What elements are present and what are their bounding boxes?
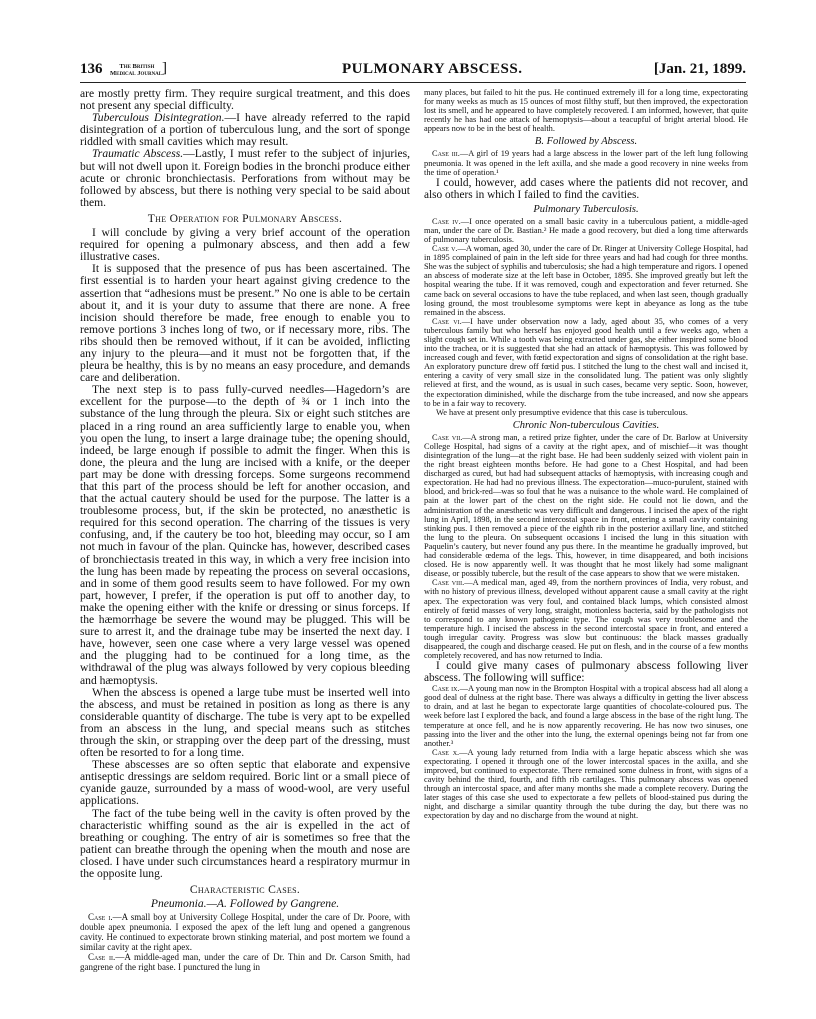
left-column — [80, 88, 410, 973]
paragraph: It is supposed that the presence of pus has been ascertained. The first essential is to harden your heart against giving credence to the assertion that “adhesions must be present.” No one is able to be certain about it, and it is your duty to assume that there are none. A free incision should therefore be made, free enough to enable you to remove portions 3 inches long of two, or if necessary more, ribs. The ribs should then be removed without, if it can be avoided, inflicting any injury to the pleura—and it must not be forgotten that, if the pleura be healthy, this is by no means an easy procedure, and demands care and deliberation. — [80, 262, 410, 385]
case-report — [424, 578, 748, 660]
case-text: —A strong man, a retired prize fighter, under the care of Dr. Barlow at University College Hospital, had signs of a cavity at the right apex, and of mischief—it was thought disintegration of the lung—at the right base. He had been suddenly seized with violent pain in the right breast eighteen months before. He had gone to a Chest Hospital, and had been discharged as cured, but had had subsequent attacks of hæmoptysis, with increasing cough and expectoration. He had had no previous illness. The expectoration—muco-purulent, stained with blood, and brick-red—was so foul that he was a nuisance to the whole ward. He complained of pain at the lower part of the chest on the right side. He could not lie down, and the administration of the anæsthetic was very difficult and dangerous. I incised the apex of the right lung in April, 1898, in the second intercostal space in front, entering a small cavity containing stinking pus. I then removed a piece of the eighth rib in the posterior axillary line, and stitched the lung to the pleura. On subsequent occasions I incised the lung in this situation with Paquelin’s cautery, but never found any pus there. In the meantime he gradually improved, but had considerable œdema of the legs. This, however, in time disappeared, and both incisions closed. He is now apparently well. It was thought that he most likely had some malignant disease, or possibly tubercle, but the result of the case appears to show that we were mistaken. — [424, 432, 748, 579]
case-report — [424, 748, 748, 821]
cases-heading: Characteristic Cases. — [189, 883, 301, 897]
subsection-heading: Pulmonary Tuberculosis. — [533, 203, 639, 215]
paragraph — [80, 148, 410, 208]
journal-name-line1: The British — [119, 63, 155, 70]
case-label: Case vii. — [432, 432, 463, 442]
case-text: —A girl of 19 years had a large abscess in the lower part of the left lung following pneumonia. It was opened in the left axilla, and she made a good recovery in nine weeks from the time of operation.¹ — [424, 149, 748, 177]
case-label: Case iii. — [432, 149, 460, 159]
case-report — [424, 433, 748, 579]
case-report — [424, 317, 748, 408]
case-label: Case i. — [88, 912, 113, 923]
case-text: —A medical man, aged 49, from the northern provinces of India, very robust, and with no history of previous illness, developed without apparent cause a small cavity at the right apex. The expectoration was very foul, and contained black lumps, which consisted almost entirely of fœtid masses of very long, straight, motionless bacteria, said by the pathologists not to correspond to any known pathogenic type. The cough was very troublesome and the temperature high. I incised the abscess in the second intercostal space in front, and entered a tough irregular cavity. Progress was slow but continuous: the black masses gradually disappeared, the cough and discharge ceased. He put on flesh, and in the course of a few months completely recovered, and has now returned to India. — [424, 578, 748, 661]
subsection-heading: Chronic Non-tuberculous Cavities. — [512, 419, 660, 431]
case-label: Case x. — [432, 747, 460, 757]
journal-bracket: ] — [162, 60, 167, 76]
case-report — [424, 217, 748, 244]
case-text: —I once operated on a small basic cavity in a tuberculous patient, a middle-aged man, under the care of Dr. Bastian.² He made a good recovery, but died a long time afterwards of pulmonary tuberculosis. — [424, 216, 748, 244]
paragraph: The next step is to pass fully-curved needles—Hagedorn’s are excellent for the purpose—to the depth of ¾ or 1 inch into the substance of the lung through the pleura. Six or eight such stitches are placed in a ring round an area sufficiently large to enable you, when you open the lung, to insert a large drainage tube; the opening should, indeed, be large enough if possible to admit the finger. When this is done, the pleura and the lung are incised with a knife, or the deeper part may be done with dressing forceps. Some surgeons recommend that this part of the process should be left for another occasion, and that the actual cautery should be used for the purpose. The latter is a troublesome process, but, if the skin be protected, no anæsthetic is required for this second operation. The charring of the tissues is very confusing, and, if the cautery be too hot, bleeding may occur, so I am not much in favour of the plan. Quincke has, however, described cases of bronchiectasis treated in this way, in which a very free incision into the lung has been made by repeating the process on several occasions, and in some of them good results seem to have followed. For my own part, however, I prefer, if the operation is put off to another day, to make the opening either with the knife or dressing or sinus forceps. If the hæmorrhage be severe the wound may be plugged. This will be sure to arrest it, and the drainage tube may be inserted the next day. I have, however, seen one case where a very large vessel was opened and the plugging had to be continued for a long time, as the withdrawal of the plug was always followed by very copious bleeding and hæmoptysis. — [80, 383, 410, 687]
page-number: 136 — [80, 61, 103, 77]
running-title: PULMONARY ABSCESS. — [342, 61, 523, 77]
paragraph-text: —I have already referred to the rapid disintegration of a portion of tuberculous lung, and the sort of sponge riddled with small cavities which may result. — [80, 111, 410, 149]
run-in-heading: Traumatic Abscess. — [92, 147, 184, 161]
paragraph-text: —Lastly, I must refer to the subject of injuries, but will not dwell upon it. Foreign bodies in the bronchi produce either acute or chronic bronchiectasis. Perforations from without may be followed by abscess, but there is nothing very special to be said about them. — [80, 147, 410, 209]
case-text: —A small boy at University College Hospital, under the care of Dr. Poore, with double apex pneumonia. I exposed the apex of the left lung and opened a gangrenous cavity. He continued to expectorate brown stinking material, and post mortem we found a similar cavity at the right apex. — [80, 912, 410, 953]
case-label: Case ii. — [88, 952, 116, 963]
subsection-heading: B. Followed by Abscess. — [534, 136, 638, 148]
paragraph — [80, 112, 410, 148]
case-text: —I have under observation now a lady, aged about 35, who comes of a very tuberculous family but who herself has enjoyed good health until a few weeks ago, when a slight cough set in. While a tooth was being extracted under gas, she either inspired some blood into the trachea, or it is suggested that she had an attack of hæmoptysis. This was followed by increased cough and fever, with fœtid expectoration and signs of consolidation at the right base. An exploratory puncture drew off fœtid pus. I stitched the lung to the chest wall and incised it, entering a cavity of very small size in the consolidated lung. The patient was only slightly relieved at first, and the wound, as is usual in such cases, became very septic. Soon, however, the expectoration diminished, while the discharge from the tube increased, and now she appears to be in a fair way to recovery. — [424, 316, 748, 408]
issue-date: [Jan. 21, 1899. — [653, 61, 746, 77]
paragraph: many places, but failed to hit the pus. He continued extremely ill for a long time, expectorating for many weeks as much as 15 ounces of most filthy stuff, but then improved, the expectoration lost its smell, and he appeared to have completely recovered. I am informed, however, that quite recently he has had one attack of hæmoptysis—about a teacupful of bright arterial blood. He appears now to be in the best of health. — [424, 88, 748, 134]
case-report — [80, 912, 410, 952]
case-label: Case iv. — [432, 216, 461, 226]
case-text: —A middle-aged man, under the care of Dr. Thin and Dr. Carson Smith, had gangrene of the right base. I punctured the lung in — [80, 952, 410, 973]
case-report — [424, 244, 748, 317]
journal-name-line2: Medical Journal. — [110, 70, 164, 77]
case-label: Case v. — [432, 244, 458, 254]
case-report — [80, 952, 410, 972]
paragraph: The fact of the tube being well in the cavity is often proved by the characteristic whiffing sound as the air is expelled in the act of breathing or coughing. The entry of air is sometimes so free that the patient can breathe through the opening when the mouth and nose are closed. I have under such circumstances heard a respiratory murmur in the opposite lung. — [80, 806, 410, 880]
case-label: Case vi. — [432, 316, 462, 326]
case-text: —A young man now in the Brompton Hospital with a tropical abscess had all along a good deal of dulness at the right base. There was always a difficulty in getting the liver abscess to drain, and at last he began to expectorate large quantities of chocolate-coloured pus. The week before last I explored the back, and found a large abscess in the base of the right lung. The temperature at once fell, and he is now apparently recovering. He has now two sinuses, one passing into the liver and the other into the lung, the external openings being not far from one another.³ — [424, 684, 748, 748]
paragraph: We have at present only presumptive evidence that this case is tuberculous. — [436, 407, 688, 417]
paragraph: are mostly pretty firm. They require surgical treatment, and this does not present any special difficulty. — [80, 88, 410, 113]
paragraph: These abscesses are so often septic that elaborate and expensive antiseptic dressings are seldom required. Boric lint or a small piece of cyanide gauze, surrounded by a mass of wood-wool, are very useful applications. — [80, 758, 410, 808]
right-column — [424, 88, 748, 978]
cases-subheading: Pneumonia.—A. Followed by Gangrene. — [150, 897, 340, 911]
case-label: Case ix. — [432, 684, 460, 694]
case-report — [424, 684, 748, 748]
journal-name — [110, 63, 164, 77]
paragraph: I could give many cases of pulmonary abscess following liver abscess. The following will suffice: — [424, 660, 748, 685]
case-text: —A young lady returned from India with a large hepatic abscess which she was expectorating. I opened it through one of the lower intercostal spaces in the axilla, and she improved, but continued to expectorate. There remained some dulness in front, with signs of a cavity behind the third, fourth, and fifth rib cartilages. This pulmonary abscess was opened through an intercostal space, and after many months she made a complete recovery. During the later stages of this case she used to expectorate a few pellets of blood-stained pus during the night, and discharge a similar quantity through the tube during the day, but there was no expectoration by day and no discharge from the wound at night. — [424, 747, 748, 821]
section-heading: The Operation for Pulmonary Abscess. — [147, 211, 343, 225]
case-text: —A woman, aged 30, under the care of Dr. Ringer at University College Hospital, had in 1895 complained of pain in the left side for three years and had had cough for three months. She was the subject of syphilis and tuberculosis; she had a high temperature and rigors. I opened an abscess of moderate size at the left base in October, 1895. She improved greatly but left the hospital wearing the tube. If it was removed, cough and expectoration and fever returned. She came back on several occasions to have the tube replaced, and when last seen, though gradually losing ground, the most troublesome symptoms were kept in abeyance as long as the tube remained in the abscess. — [424, 244, 748, 317]
running-header — [80, 60, 746, 83]
case-report — [424, 149, 748, 176]
paragraph: I will conclude by giving a very brief account of the operation required for opening a pulmonary abscess, and then add a few illustrative cases. — [80, 226, 410, 264]
paragraph: When the abscess is opened a large tube must be inserted well into the abscess, and must be retained in position as long as there is any considerable quantity of discharge. The tube is very apt to be expelled from an abscess in the lung, and special means such as stitches through the skin, or strapping over the deep part of the dressing, must often be resorted to for a long time. — [80, 685, 410, 760]
case-label: Case viii. — [432, 578, 465, 588]
paragraph: I could, however, add cases where the patients did not recover, and also others in which I failed to find the cavities. — [424, 176, 748, 201]
run-in-heading: Tuberculous Disintegration. — [92, 111, 225, 125]
